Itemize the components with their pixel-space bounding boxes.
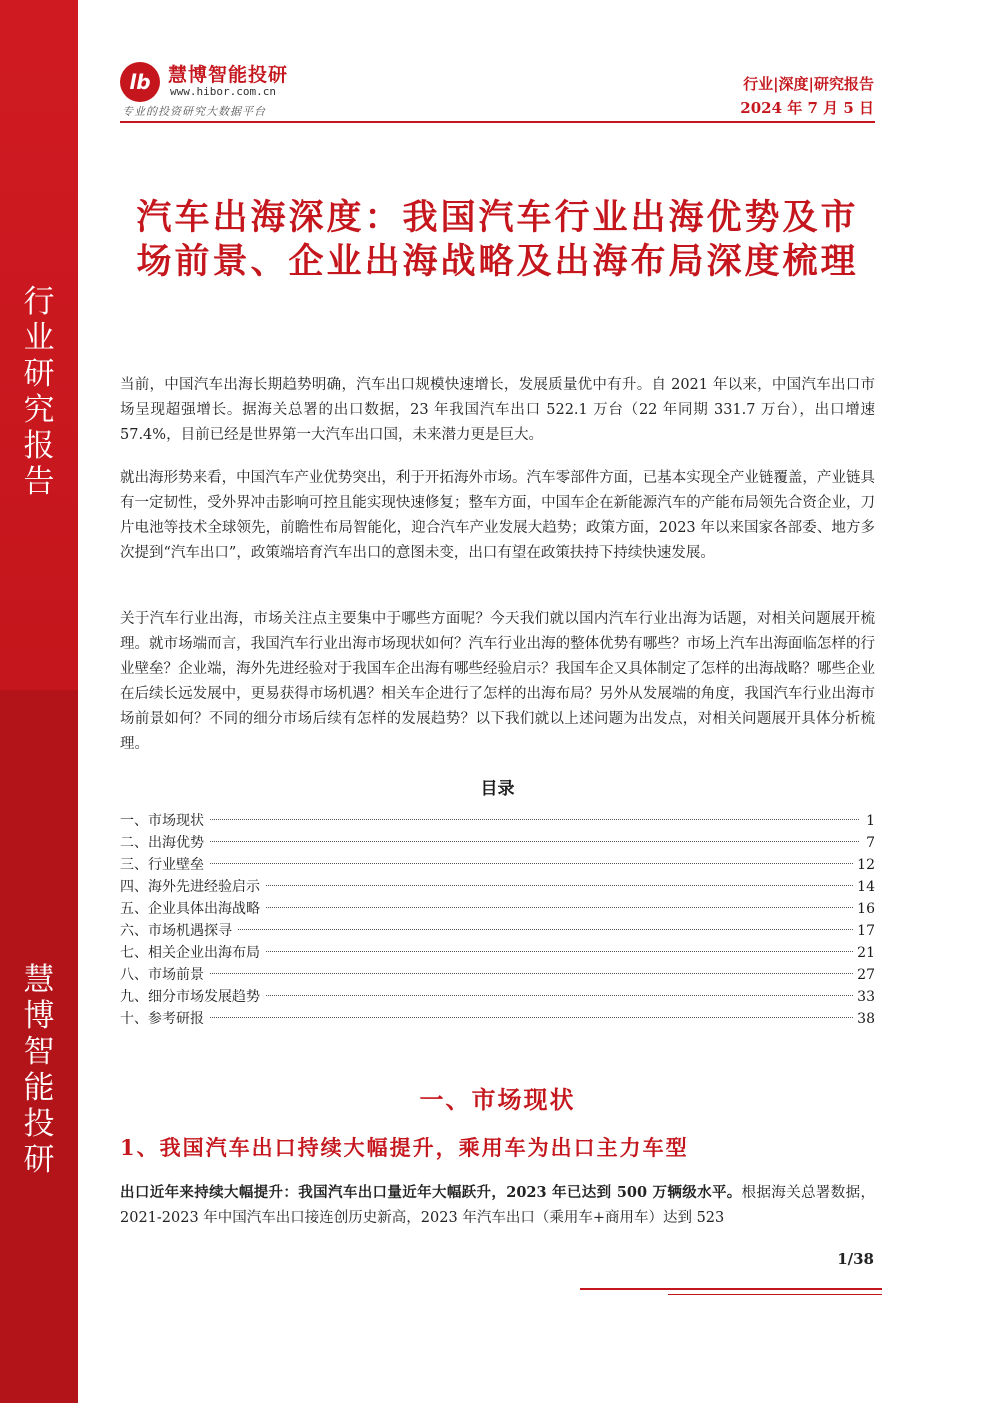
- report-title-line-1: 汽车出海深度：我国汽车行业出海优势及市: [136, 197, 859, 238]
- toc-item-page: 21: [857, 945, 875, 961]
- toc-item-page: 14: [857, 879, 875, 895]
- logo-name: 慧博智能投研: [168, 64, 289, 86]
- toc-item-page: 1: [866, 813, 875, 829]
- sidebar-brand: 慧博智能投研: [23, 962, 55, 1178]
- section-lead-text: 根据海关总署数据，2021-2023 年中国汽车出口接连创历史新高，2023 年汽车出口（乘用车+商用车）达到 523: [120, 1185, 876, 1226]
- section-lead-bold: 出口近年来持续大幅提升：我国汽车出口量近年大幅跃升，2023 年已达到 500 万辆级水平。: [120, 1184, 742, 1201]
- toc-item-label: 六、市场机遇探寻: [120, 923, 232, 939]
- report-date: 2024 年 7 月 5 日: [740, 99, 874, 117]
- report-category: 行业|深度|研究报告: [743, 75, 874, 93]
- footer-divider-thin: [668, 1294, 882, 1295]
- toc-leader: [266, 885, 853, 886]
- toc-item-label: 三、行业壁垒: [120, 857, 204, 873]
- toc-item-page: 17: [857, 923, 875, 939]
- toc-leader: [266, 907, 853, 908]
- toc-item-page: 16: [857, 901, 875, 917]
- toc-item[interactable]: [120, 1008, 875, 1030]
- intro-paragraph-2: 就出海形势来看，中国汽车产业优势突出，利于开拓海外市场。汽车零部件方面，已基本实现全产业链覆盖，产业链具有一定韧性，受外界冲击影响可控且能实现快速修复；整车方面，中国车企在新能源汽车的产能布局领先合资企业，刀片电池等技术全球领先，前瞻性布局智能化，迎合汽车产业发展大趋势；政策方面，2023 年以来国家各部委、地方多次提到“汽车出口”，政策端培育汽车出口的意图未变，出口有望在政策扶持下持续快速发展。: [120, 470, 875, 561]
- toc-item-label: 四、海外先进经验启示: [120, 879, 260, 895]
- toc-item-label: 七、相关企业出海布局: [120, 945, 260, 961]
- toc-leader: [210, 973, 853, 974]
- left-sidebar: [0, 0, 78, 1403]
- intro-paragraph-3: 关于汽车行业出海，市场关注点主要集中于哪些方面呢？今天我们就以国内汽车行业出海为话题，对相关问题展开梳理。就市场端而言，我国汽车行业出海市场现状如何？汽车行业出海的整体优势有哪些？市场上汽车出海面临怎样的行业壁垒？企业端，海外先进经验对于我国车企出海有哪些经验启示？我国车企又具体制定了怎样的出海战略？哪些企业在后续长远发展中，更易获得市场机遇？相关车企进行了怎样的出海布局？另外从发展端的角度，我国汽车行业出海市场前景如何？不同的细分市场后续有怎样的发展趋势？以下我们就以上述问题为出发点，对相关问题展开具体分析梳理。: [120, 611, 875, 752]
- toc-item-page: 12: [857, 857, 875, 873]
- toc-leader: [210, 863, 853, 864]
- report-title-line-2: 场前景、企业出海战略及出海布局深度梳理: [136, 241, 859, 282]
- toc-item-page: 7: [866, 835, 875, 851]
- logo-slogan: 专业的投资研究大数据平台: [122, 105, 266, 118]
- intro-paragraph-1: 当前，中国汽车出海长期趋势明确，汽车出口规模快速增长，发展质量优中有升。自 2021 年以来，中国汽车出口市场呈现超强增长。据海关总署的出口数据，23 年我国汽车出口 522.1 万台（22 年同期 331.7 万台），出口增速 57.4%，目前已经是世界第一大汽车出口国，未来潜力更是巨大。: [120, 377, 875, 443]
- toc-item[interactable]: [120, 986, 875, 1008]
- section-paragraph: [120, 1180, 875, 1231]
- subsection-heading: 1、我国汽车出口持续大幅提升，乘用车为出口主力车型: [120, 1135, 689, 1160]
- report-title: [120, 196, 875, 284]
- toc-item[interactable]: [120, 876, 875, 898]
- toc-leader: [266, 951, 853, 952]
- toc-item-page: 33: [857, 989, 875, 1005]
- logo-mark-icon: lb: [120, 62, 160, 102]
- footer-divider: [580, 1288, 882, 1290]
- toc-item[interactable]: [120, 854, 875, 876]
- toc-item[interactable]: [120, 964, 875, 986]
- toc-leader: [210, 1017, 853, 1018]
- toc-leader: [266, 995, 853, 996]
- sidebar-report-type: 行业研究报告: [23, 284, 55, 500]
- logo[interactable]: [120, 58, 340, 120]
- section-heading: 一、市场现状: [419, 1085, 576, 1114]
- toc-item-label: 八、市场前景: [120, 967, 204, 983]
- toc-title: 目录: [480, 779, 515, 799]
- toc-item[interactable]: [120, 810, 875, 832]
- toc-item[interactable]: [120, 832, 875, 854]
- toc-item-label: 二、出海优势: [120, 835, 204, 851]
- toc-item-page: 27: [857, 967, 875, 983]
- header-meta: [740, 72, 874, 120]
- toc-leader: [210, 841, 859, 842]
- table-of-contents: [120, 810, 875, 1030]
- toc-leader: [238, 929, 853, 930]
- toc-item-label: 五、企业具体出海战略: [120, 901, 260, 917]
- toc-item-label: 十、参考研报: [120, 1011, 204, 1027]
- toc-item-label: 一、市场现状: [120, 813, 204, 829]
- header-divider: [120, 121, 875, 123]
- toc-item-page: 38: [857, 1011, 875, 1027]
- toc-item[interactable]: [120, 942, 875, 964]
- toc-item[interactable]: [120, 898, 875, 920]
- toc-item-label: 九、细分市场发展趋势: [120, 989, 260, 1005]
- page-number: 1/38: [837, 1250, 874, 1268]
- logo-url: www.hibor.com.cn: [170, 85, 276, 98]
- toc-item[interactable]: [120, 920, 875, 942]
- toc-leader: [210, 819, 859, 820]
